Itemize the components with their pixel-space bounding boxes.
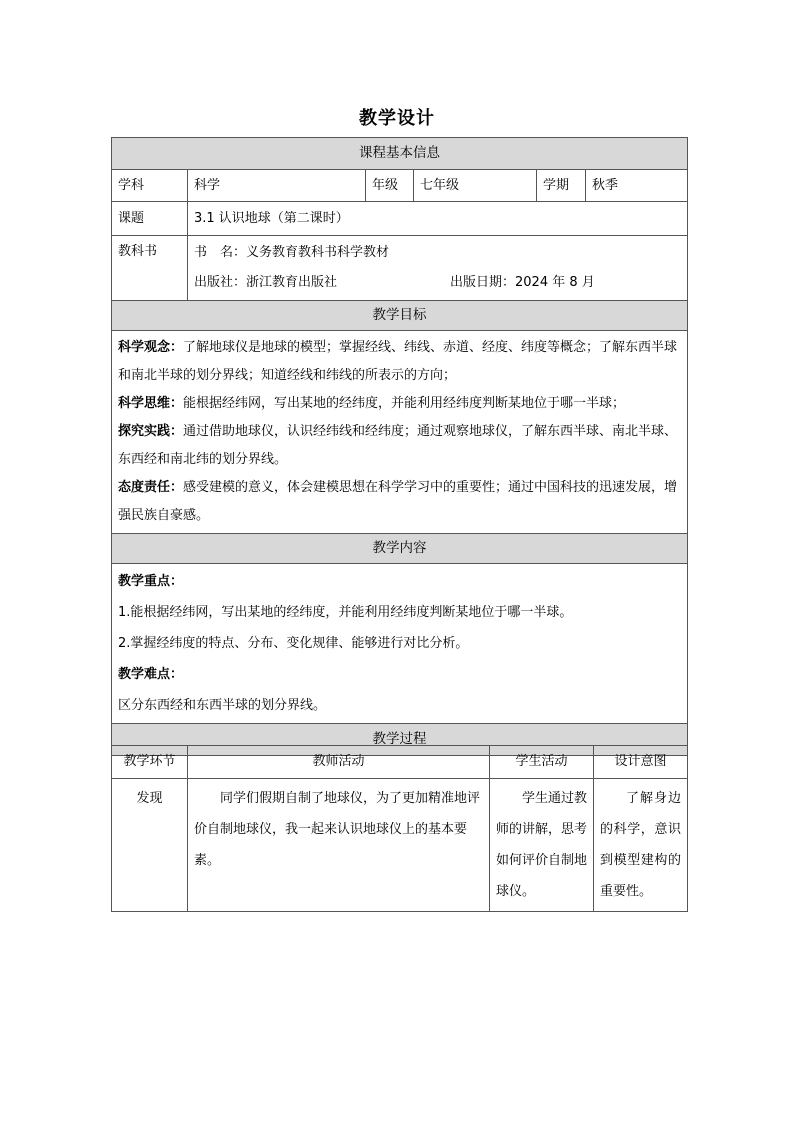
key-points-label: 教学重点：	[118, 574, 184, 589]
table-row	[112, 779, 688, 912]
key-point-item: 1.能根据经纬网，写出某地的经纬度，并能利用经纬度判断某地位于哪一半球。	[118, 605, 573, 620]
objective-label: 探究实践：	[118, 424, 184, 439]
process-col-teacher: 教师活动	[188, 746, 490, 779]
difficult-point-text: 区分东西经和东西半球的划分界线。	[118, 698, 327, 713]
process-col-intent: 设计意图	[594, 746, 688, 779]
document-title: 教学设计	[359, 108, 435, 129]
key-point-item: 2.掌握经纬度的特点、分布、变化规律、能够进行对比分析。	[118, 636, 469, 651]
process-col-stage: 教学环节	[112, 746, 188, 779]
content-body	[112, 564, 688, 724]
content-header: 教学内容	[112, 534, 688, 564]
objective-item	[118, 418, 681, 474]
objective-item	[118, 334, 681, 390]
textbook-info	[188, 236, 688, 301]
grade-value: 七年级	[414, 170, 537, 202]
term-label: 学期	[537, 170, 586, 202]
process-student-activity: 学生通过教师的讲解，思考如何评价自制地球仪。	[490, 779, 594, 912]
process-col-student: 学生活动	[490, 746, 594, 779]
subject-value: 科学	[188, 170, 366, 202]
objective-text: 通过借助地球仪，认识经纬线和经纬度；通过观察地球仪，了解东西半球、南北半球、东西经和南北纬的划分界线。	[118, 424, 678, 467]
process-design-intent: 了解身边的科学，意识到模型建构的重要性。	[594, 779, 688, 912]
textbook-label: 教科书	[112, 236, 188, 301]
publisher: 出版社：浙江教育出版社	[194, 275, 338, 290]
publisher-row	[194, 268, 681, 298]
process-stage: 发现	[112, 779, 188, 912]
objective-text: 感受建模的意义，体会建模思想在科学学习中的重要性；通过中国科技的迅速发展，增强民族自豪感。	[118, 480, 678, 523]
publish-date: 出版日期：2024 年 8 月	[450, 275, 595, 290]
difficult-points-label: 教学难点：	[118, 667, 184, 682]
topic-value: 3.1 认识地球（第二课时）	[188, 202, 688, 236]
objectives-body	[112, 331, 688, 534]
objective-item	[118, 390, 681, 418]
objectives-header: 教学目标	[112, 301, 688, 331]
process-table	[111, 745, 688, 912]
basic-info-header: 课程基本信息	[112, 138, 688, 170]
process-header: 教学过程	[112, 724, 688, 756]
topic-label: 课题	[112, 202, 188, 236]
process-teacher-activity: 同学们假期自制了地球仪，为了更加精准地评价自制地球仪，我一起来认识地球仪上的基本要素。	[188, 779, 490, 912]
objective-text: 了解地球仪是地球的模型；掌握经线、纬线、赤道、经度、纬度等概念；了解东西半球和南北半球的划分界线；知道经线和纬线的所表示的方向；	[118, 340, 678, 383]
objective-label: 态度责任：	[118, 480, 184, 495]
grade-label: 年级	[366, 170, 414, 202]
objective-label: 科学思维：	[118, 396, 184, 411]
subject-label: 学科	[112, 170, 188, 202]
term-value: 秋季	[586, 170, 688, 202]
objective-item	[118, 474, 681, 530]
objective-text: 能根据经纬网，写出某地的经纬度，并能利用经纬度判断某地位于哪一半球；	[183, 396, 626, 411]
lesson-info-table	[111, 137, 688, 756]
book-name: 书 名：义务教育教科书科学教材	[194, 245, 390, 260]
objective-label: 科学观念：	[118, 340, 184, 355]
